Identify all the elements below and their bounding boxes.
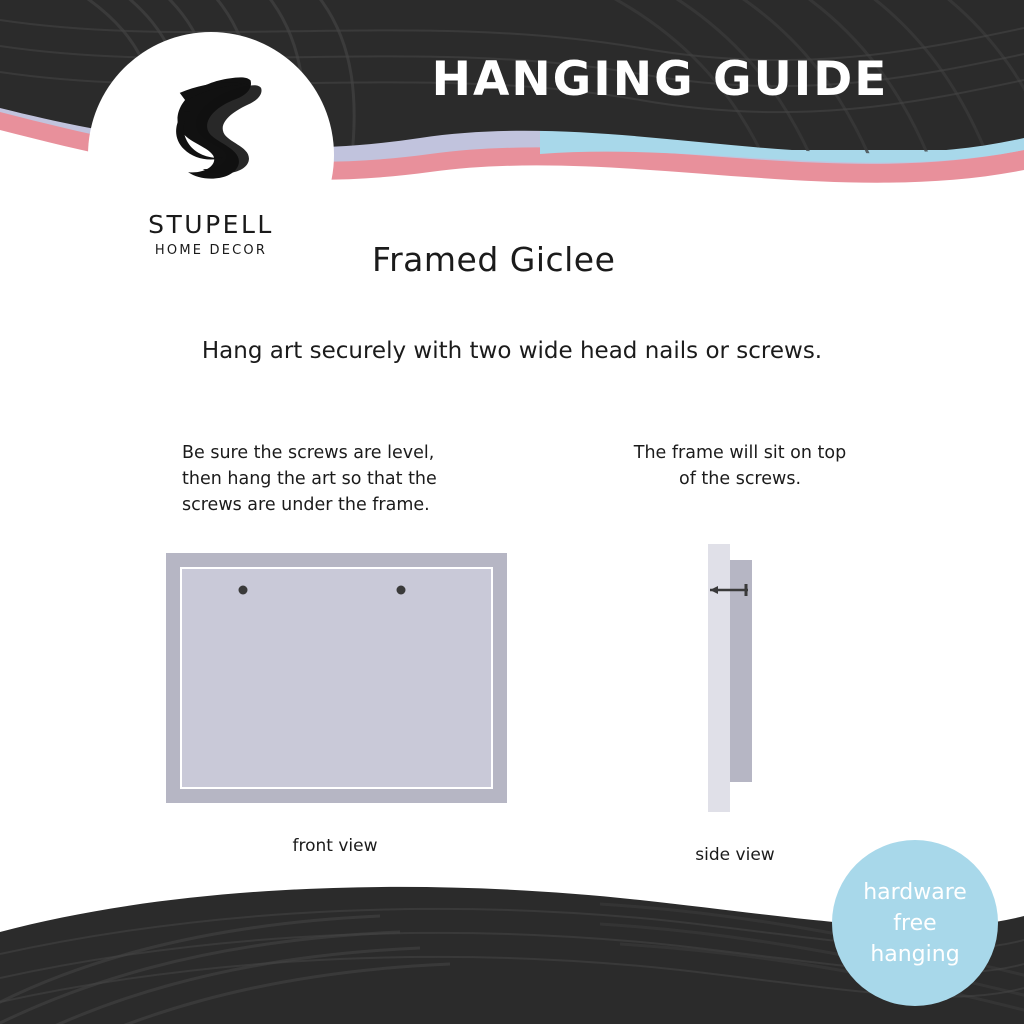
side-view-column xyxy=(600,440,880,492)
front-caption-line-2: then hang the art so that the xyxy=(182,469,437,489)
front-caption-line-1: Be sure the screws are level, xyxy=(182,443,435,463)
product-type-heading: Framed Giclee xyxy=(372,240,616,279)
front-view-diagram xyxy=(165,552,508,804)
side-view-diagram xyxy=(690,542,800,814)
badge-line-1: hardware xyxy=(863,879,967,905)
side-caption-line-2: of the screws. xyxy=(678,469,802,489)
frame-mat xyxy=(181,568,492,788)
screw-left xyxy=(239,586,248,595)
hardware-free-hanging-badge xyxy=(832,840,998,1006)
side-caption-line-1: The frame will sit on top xyxy=(633,443,847,463)
brand-logo-badge xyxy=(88,32,334,278)
side-view-label: side view xyxy=(695,845,775,865)
lead-instruction: Hang art securely with two wide head nails or screws. xyxy=(201,338,823,364)
front-view-label: front view xyxy=(292,836,378,856)
front-caption-line-3: screws are under the frame. xyxy=(182,495,430,515)
screw-right xyxy=(397,586,406,595)
brand-name: STUPELL xyxy=(148,210,274,239)
wall-surface xyxy=(708,544,730,812)
side-view-caption xyxy=(600,440,880,492)
brand-tagline: HOME DECOR xyxy=(154,243,268,258)
front-view-caption xyxy=(160,440,505,518)
page-title: HANGING GUIDE xyxy=(431,52,889,107)
frame-side-profile xyxy=(730,560,752,782)
badge-text xyxy=(863,877,967,970)
badge-line-3: hanging xyxy=(870,941,960,967)
stupell-swoosh-logo-icon xyxy=(149,70,274,195)
front-view-column xyxy=(160,440,505,518)
badge-line-2: free xyxy=(893,910,937,936)
